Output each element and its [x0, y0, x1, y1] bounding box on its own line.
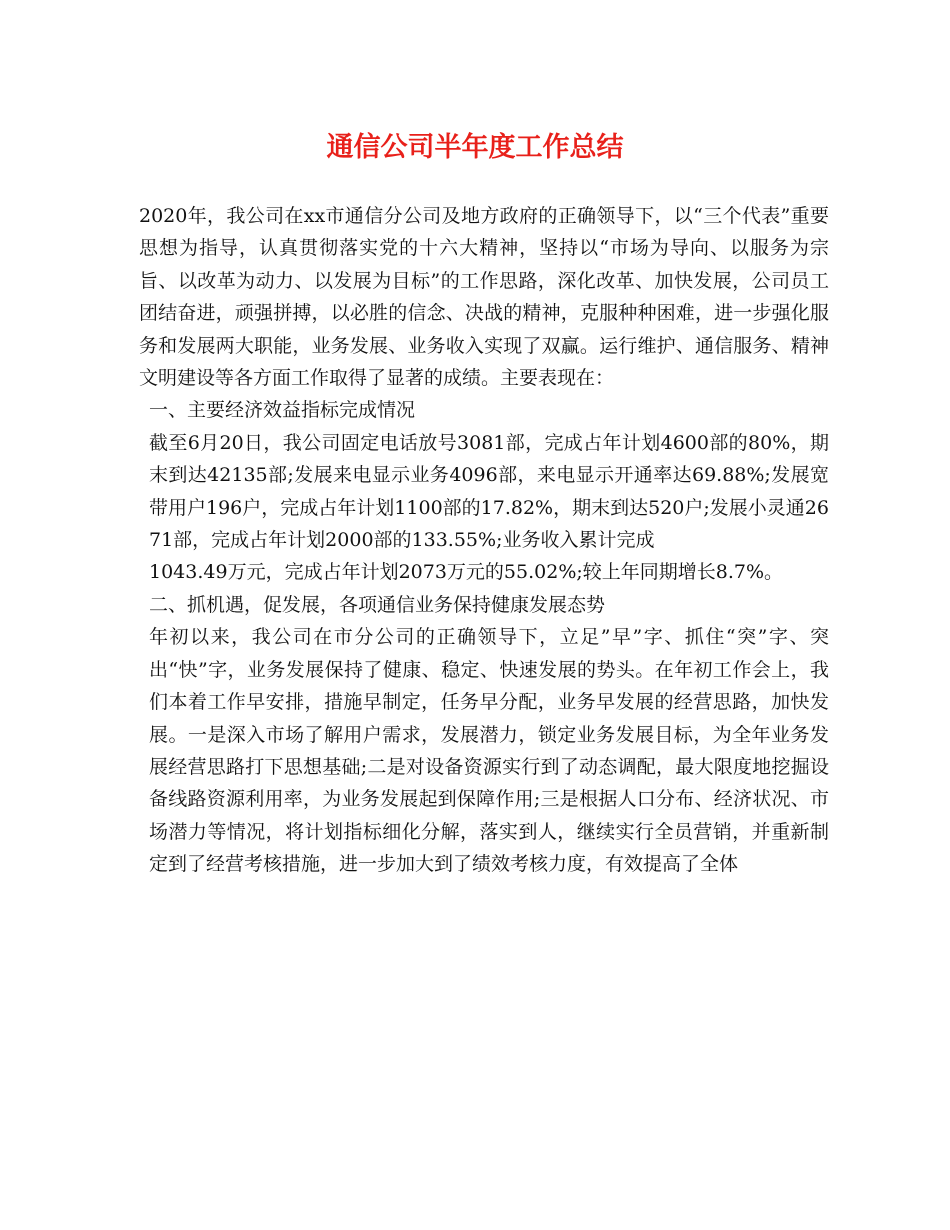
paragraph-indicators: 截至6月20日，我公司固定电话放号3081部，完成占年计划4600部的80%，期末到达42135部;发展来电显示业务4096部，来电显示开通率达69.88%;发展宽带用户196户，完成占年计划1100部的17.82%，期末到达520户;发展小灵通2671部，完成占年计划2000部的133.55%;业务收入累计完成	[149, 431, 829, 552]
section-heading-2: 二、抓机遇，促发展，各项通信业务保持健康发展态势	[149, 593, 606, 616]
paragraph-development: 年初以来，我公司在市分公司的正确领导下，立足”早”字、抓住“突”字、突出“快”字，业务发展保持了健康、稳定、快速发展的势头。在年初工作会上，我们本着工作早安排，措施早制定，任务早分配，业务早发展的经营思路，加快发展。一是深入市场了解用户需求，发展潜力，锁定业务发展目标，为全年业务发展经营思路打下思想基础;二是对设备资源实行到了动态调配，最大限度地挖掘设备线路资源利用率，为业务发展起到保障作用;三是根据人口分布、经济状况、市场潜力等情况，将计划指标细化分解，落实到人，继续实行全员营销，并重新制定到了经营考核措施，进一步加大到了绩效考核力度，有效提高了全体	[149, 626, 829, 876]
document-title: 通信公司半年度工作总结	[326, 132, 624, 163]
section-heading-1: 一、主要经济效益指标完成情况	[149, 399, 416, 422]
paragraph-revenue: 1043.49万元，完成占年计划2073万元的55.02%;较上年同期增长8.7%。	[149, 561, 784, 584]
paragraph-intro: 2020年，我公司在xx市通信分公司及地方政府的正确领导下，以“三个代表”重要思想为指导，认真贯彻落实党的十六大精神，坚持以“市场为导向、以服务为宗旨、以改革为动力、以发展为目标”的工作思路，深化改革、加快发展，公司员工团结奋进，顽强拼搏，以必胜的信念、决战的精神，克服种种困难，进一步强化服务和发展两大职能，业务发展、业务收入实现了双赢。运行维护、通信服务、精神文明建设等各方面工作取得了显著的成绩。主要表现在：	[139, 205, 829, 390]
document-body	[139, 200, 829, 881]
